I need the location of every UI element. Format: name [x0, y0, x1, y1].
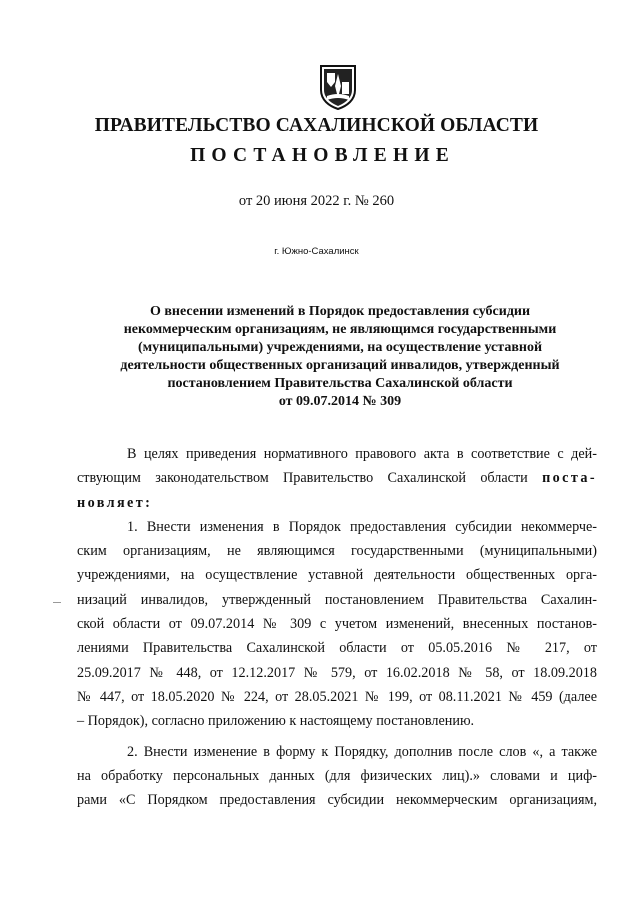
preamble-text: ствующим законодательством Правительство Сахалинской области — [77, 470, 543, 487]
item1-line: 25.09.2017 № 448, от 12.12.2017 № 579, от 16.02.2018 № 58, от 18.09.2018 — [77, 664, 597, 681]
subject-line: постановлением Правительства Сахалинской области — [167, 376, 513, 391]
item2-line: рами «С Порядком предоставления субсидии некоммерческим организациям, — [77, 792, 597, 809]
government-title: ПРАВИТЕЛЬСТВО САХАЛИНСКОЙ ОБЛАСТИ — [94, 115, 539, 136]
document-type: ПОСТАНОВЛЕНИЕ — [190, 145, 455, 166]
preamble-line — [77, 491, 597, 515]
item1-line: учреждениями, на осуществление уставной деятельности общественных орга- — [77, 567, 597, 584]
preamble-line: В целях приведения нормативного правового акта в соответствие с дей- — [127, 446, 597, 462]
item1-line: – Порядок), согласно приложению к настоящему постановлению. — [77, 713, 475, 730]
subject-line: (муниципальными) учреждениями, на осуществление уставной — [137, 340, 543, 355]
subject-line: от 09.07.2014 № 309 — [278, 394, 402, 409]
coat-of-arms-icon — [318, 64, 358, 110]
item1-line: ской области от 09.07.2014 № 309 с учетом изменений, внесенных постанов- — [77, 616, 597, 633]
item1-line: низаций инвалидов, утвержденный постановлением Правительства Сахалин- — [77, 591, 597, 608]
subject-line: О внесении изменений в Порядок предоставления субсидии — [149, 304, 531, 319]
item2-line: на обработку персональных данных (для физических лиц).» словами и циф- — [77, 767, 597, 784]
item1-line: № 447, от 18.05.2020 № 224, от 28.05.2021 № 199, от 08.11.2021 № 459 (далее — [77, 688, 597, 705]
margin-mark — [53, 602, 61, 603]
item1-line: 1. Внести изменения в Порядок предоставления субсидии некоммерче- — [127, 518, 597, 535]
preamble-line — [77, 466, 597, 490]
document-subject — [85, 303, 595, 411]
resolves-word: поста- — [542, 470, 597, 487]
date-and-number: от 20 июня 2022 г. № 260 — [238, 193, 395, 209]
item1-line: лениями Правительства Сахалинской области от 05.05.2016 № 217, от — [77, 640, 597, 657]
item2-line: 2. Внести изменение в форму к Порядку, дополнив после слов «, а также — [127, 743, 597, 760]
subject-line: некоммерческим организациям, не являющимся государственными — [123, 322, 557, 337]
item1-line: ским организациям, не являющимся государственными (муниципальными) — [77, 543, 597, 560]
document-body — [77, 442, 597, 812]
resolves-word-end: новляет: — [77, 494, 153, 511]
city-name: г. Южно-Сахалинск — [274, 246, 359, 257]
subject-line: деятельности общественных организаций инвалидов, утвержденный — [120, 358, 560, 373]
